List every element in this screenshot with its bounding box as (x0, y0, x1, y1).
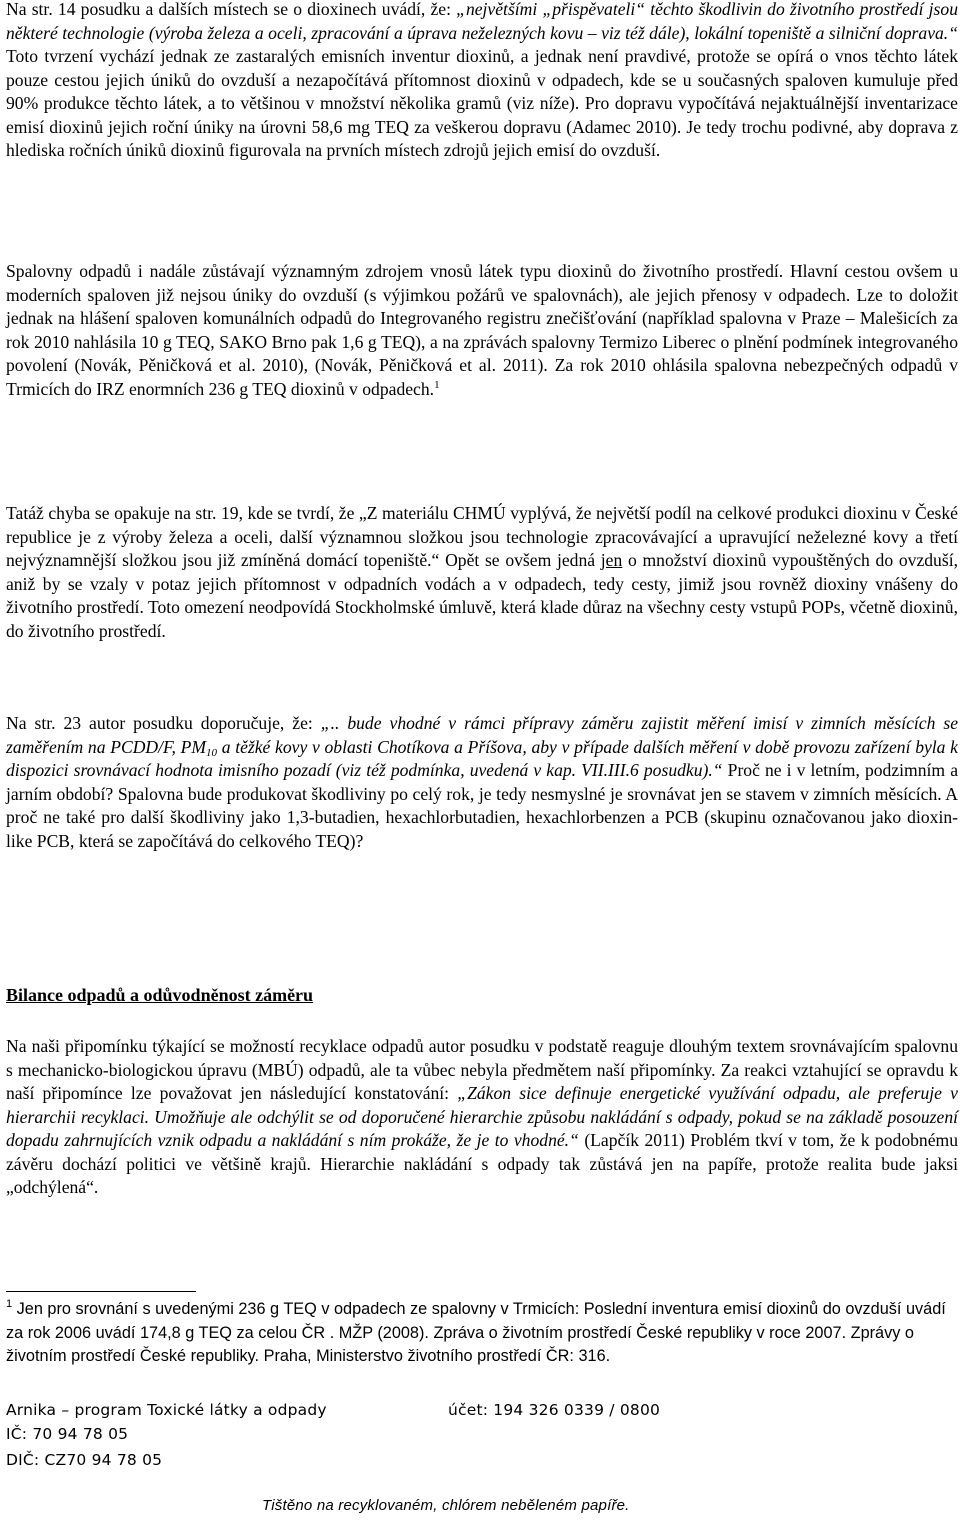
text-run: Toto tvrzení vychází jednak ze zastaralých emisních inventur dioxinů, a jednak není pravdivé, protože se opírá o vnos těchto látek pouze cestou jejich úniků do ovzduší a nezapočítává přítomnost dioxinů v odpadech, kde se u současných spaloven kumuluje před 90% produkce těchto látek, a to většinou v množství několika gramů (viz níže). Pro dopravu vypočítává nejaktuálnější inventarizace emisí dioxinů jejich roční úniky na úrovni 58,6 mg TEQ za veškerou dopravu (Adamec 2010). Je tedy trochu podivné, aby doprava z hlediska ročních úniků dioxinů figurovala na prvních místech zdrojů jejich emisí do ovzduší. (6, 46, 958, 160)
footer-bank-account: účet: 194 326 0339 / 0800 (448, 1401, 661, 1419)
paragraph-measurement-recommendation (6, 712, 958, 853)
text-run: o množství dioxinů vypouštěných do ovzduší, aniž by se vzaly v potaz jejich přítomnost v odpadních vodách a v odpadech, tedy cesty, jimiž jsou rovněž dioxiny vnášeny do životního prostředí. Toto omezení neodpovídá Stockholmské úmluvě, která klade důraz na všechny cesty vstupů POPs, včetně dioxinů, do životního prostředí. (6, 550, 958, 641)
emphasized-text: jen (600, 550, 623, 570)
paragraph-incinerators (6, 260, 958, 401)
quoted-text: „největšími „přispěvateli“ těchto škodlivin do životního prostředí jsou některé technologie (výroba železa a oceli, zpracování a úprava neželezných kovu – viz též dále), lokální topeniště a silniční doprava.“ (6, 0, 958, 43)
footer-ic: IČ: 70 94 78 05 (6, 1425, 129, 1443)
footer-dic: DIČ: CZ70 94 78 05 (6, 1451, 163, 1469)
paragraph-waste-balance (6, 1035, 958, 1200)
text-run: Na naši připomínku týkající se možností recyklace odpadů autor posudku v podstatě reaguje dlouhým textem srovnávajícím spalovnu s mechanicko-biologickou úpravu (MBÚ) odpadů, ale ta vůbec nebyla předmětem naší připomínky. Za reakci vztahující se opravdu k naší připomínce lze považovat jen následující konstatování: (6, 1036, 958, 1103)
footnote-text: Jen pro srovnání s uvedenými 236 g TEQ v odpadech ze spalovny v Trmicích: Poslední inventura emisí dioxinů do ovzduší uvádí za rok 2006 uvádí 174,8 g TEQ za celou ČR . MŽP (2008). Zpráva o životním prostředí České republiky v roce 2007. Zprávy o životním prostředí České republiky. Praha, Ministerstvo životního prostředí ČR: 316. (6, 1300, 946, 1365)
text-run: Spalovny odpadů i nadále zůstávají významným zdrojem vnosů látek typu dioxinů do životního prostředí. Hlavní cestou ovšem u moderních spaloven již nejsou úniky do ovzduší (s výjimkou požárů ve spalovnách), ale jejich přenosy v odpadech. Lze to doložit jednak na hlášení spaloven komunálních odpadů do Integrovaného registru znečišťování (například spalovna v Praze – Malešicích za rok 2010 nahlásila 10 g TEQ, SAKO Brno pak 1,6 g TEQ), a na zprávách spalovny Termizo Liberec o plnění podmínek integrovaného povolení (Novák, Pěničková et al. 2010), (Novák, Pěničková et al. 2011). Za rok 2010 ohlásila spalovna nebezpečných odpadů v Trmicích do IRZ enormních 236 g TEQ dioxinů v odpadech. (6, 261, 958, 399)
footnote-divider (6, 1291, 196, 1292)
footnote-reference: 1 (434, 378, 440, 391)
quoted-text: „.. bude vhodné v rámci přípravy záměru zajistit měření imisí v zimních měsících se zaměřením na PCDD/F, PM (6, 713, 959, 757)
text-run: Proč ne i v letním, podzimním a jarním období? Spalovna bude produkovat škodliviny po celý rok, je tedy nesmyslné je srovnávat jen se stavem v zimních měsících. A proč ne také pro další škodliviny jako 1,3-butadien, hexachlorbutadien, hexachlorbenzen a PCB (skupinu označovanou jako dioxin-like PCB, která se započítává do celkového TEQ)? (6, 760, 959, 851)
text-run: Na str. 14 posudku a dalších místech se o dioxinech uvádí, že: (6, 0, 457, 19)
paragraph-same-error (6, 502, 958, 643)
footer-printed-note: Tištěno na recyklovaném, chlórem neběleném papíře. (262, 1497, 630, 1514)
section-heading: Bilance odpadů a odůvodněnost záměru (6, 985, 314, 1005)
text-run: Na str. 23 autor posudku doporučuje, že: (6, 713, 321, 733)
quoted-text: a těžké kovy v oblasti Chotíkova a Příšova, aby v případe dalších měření v době provozu zařízení byla k dispozici srovnávací hodnota imisního pozadí (viz též podmínka, uvedená v kap. VII.III.6 posudku).“ (6, 736, 958, 780)
quoted-text: „Zákon sice definuje energetické využívání odpadu, ale preferuje v hierarchii recyklaci. Umožňuje ale odchýlit se od doporučené hierarchie způsobu nakládání s odpady, pokud se na základě posouzení dopadu zahrnujících vznik odpadu a nakládání s ním prokáže, že je to vhodné.“ (6, 1083, 958, 1150)
footnote-marker: 1 (6, 1298, 13, 1310)
paragraph-dioxin-sources (6, 0, 958, 163)
footnote (6, 1298, 958, 1369)
subscript-text: 10 (205, 746, 217, 759)
text-run: Tatáž chyba se opakuje na str. 19, kde se tvrdí, že „Z materiálu CHMÚ vyplývá, že největší podíl na celkové produkci dioxinu v České republice je z výroby železa a oceli, další významnou složkou jsou technologie zpracovávající a upravující neželezné kovy a třetí nejvýznamnější složkou jsou již zmíněná domácí topeniště.“ Opět se ovšem jedná (6, 503, 958, 570)
footer-organization: Arnika – program Toxické látky a odpady (6, 1401, 327, 1419)
text-run: (Lapčík 2011) Problém tkví v tom, že k podobnému závěru dochází politici ve většině krajů. Hierarchie nakládání s odpady tak zůstává jen na papíře, protože realita bude jaksi „odchýlená“. (6, 1130, 959, 1197)
